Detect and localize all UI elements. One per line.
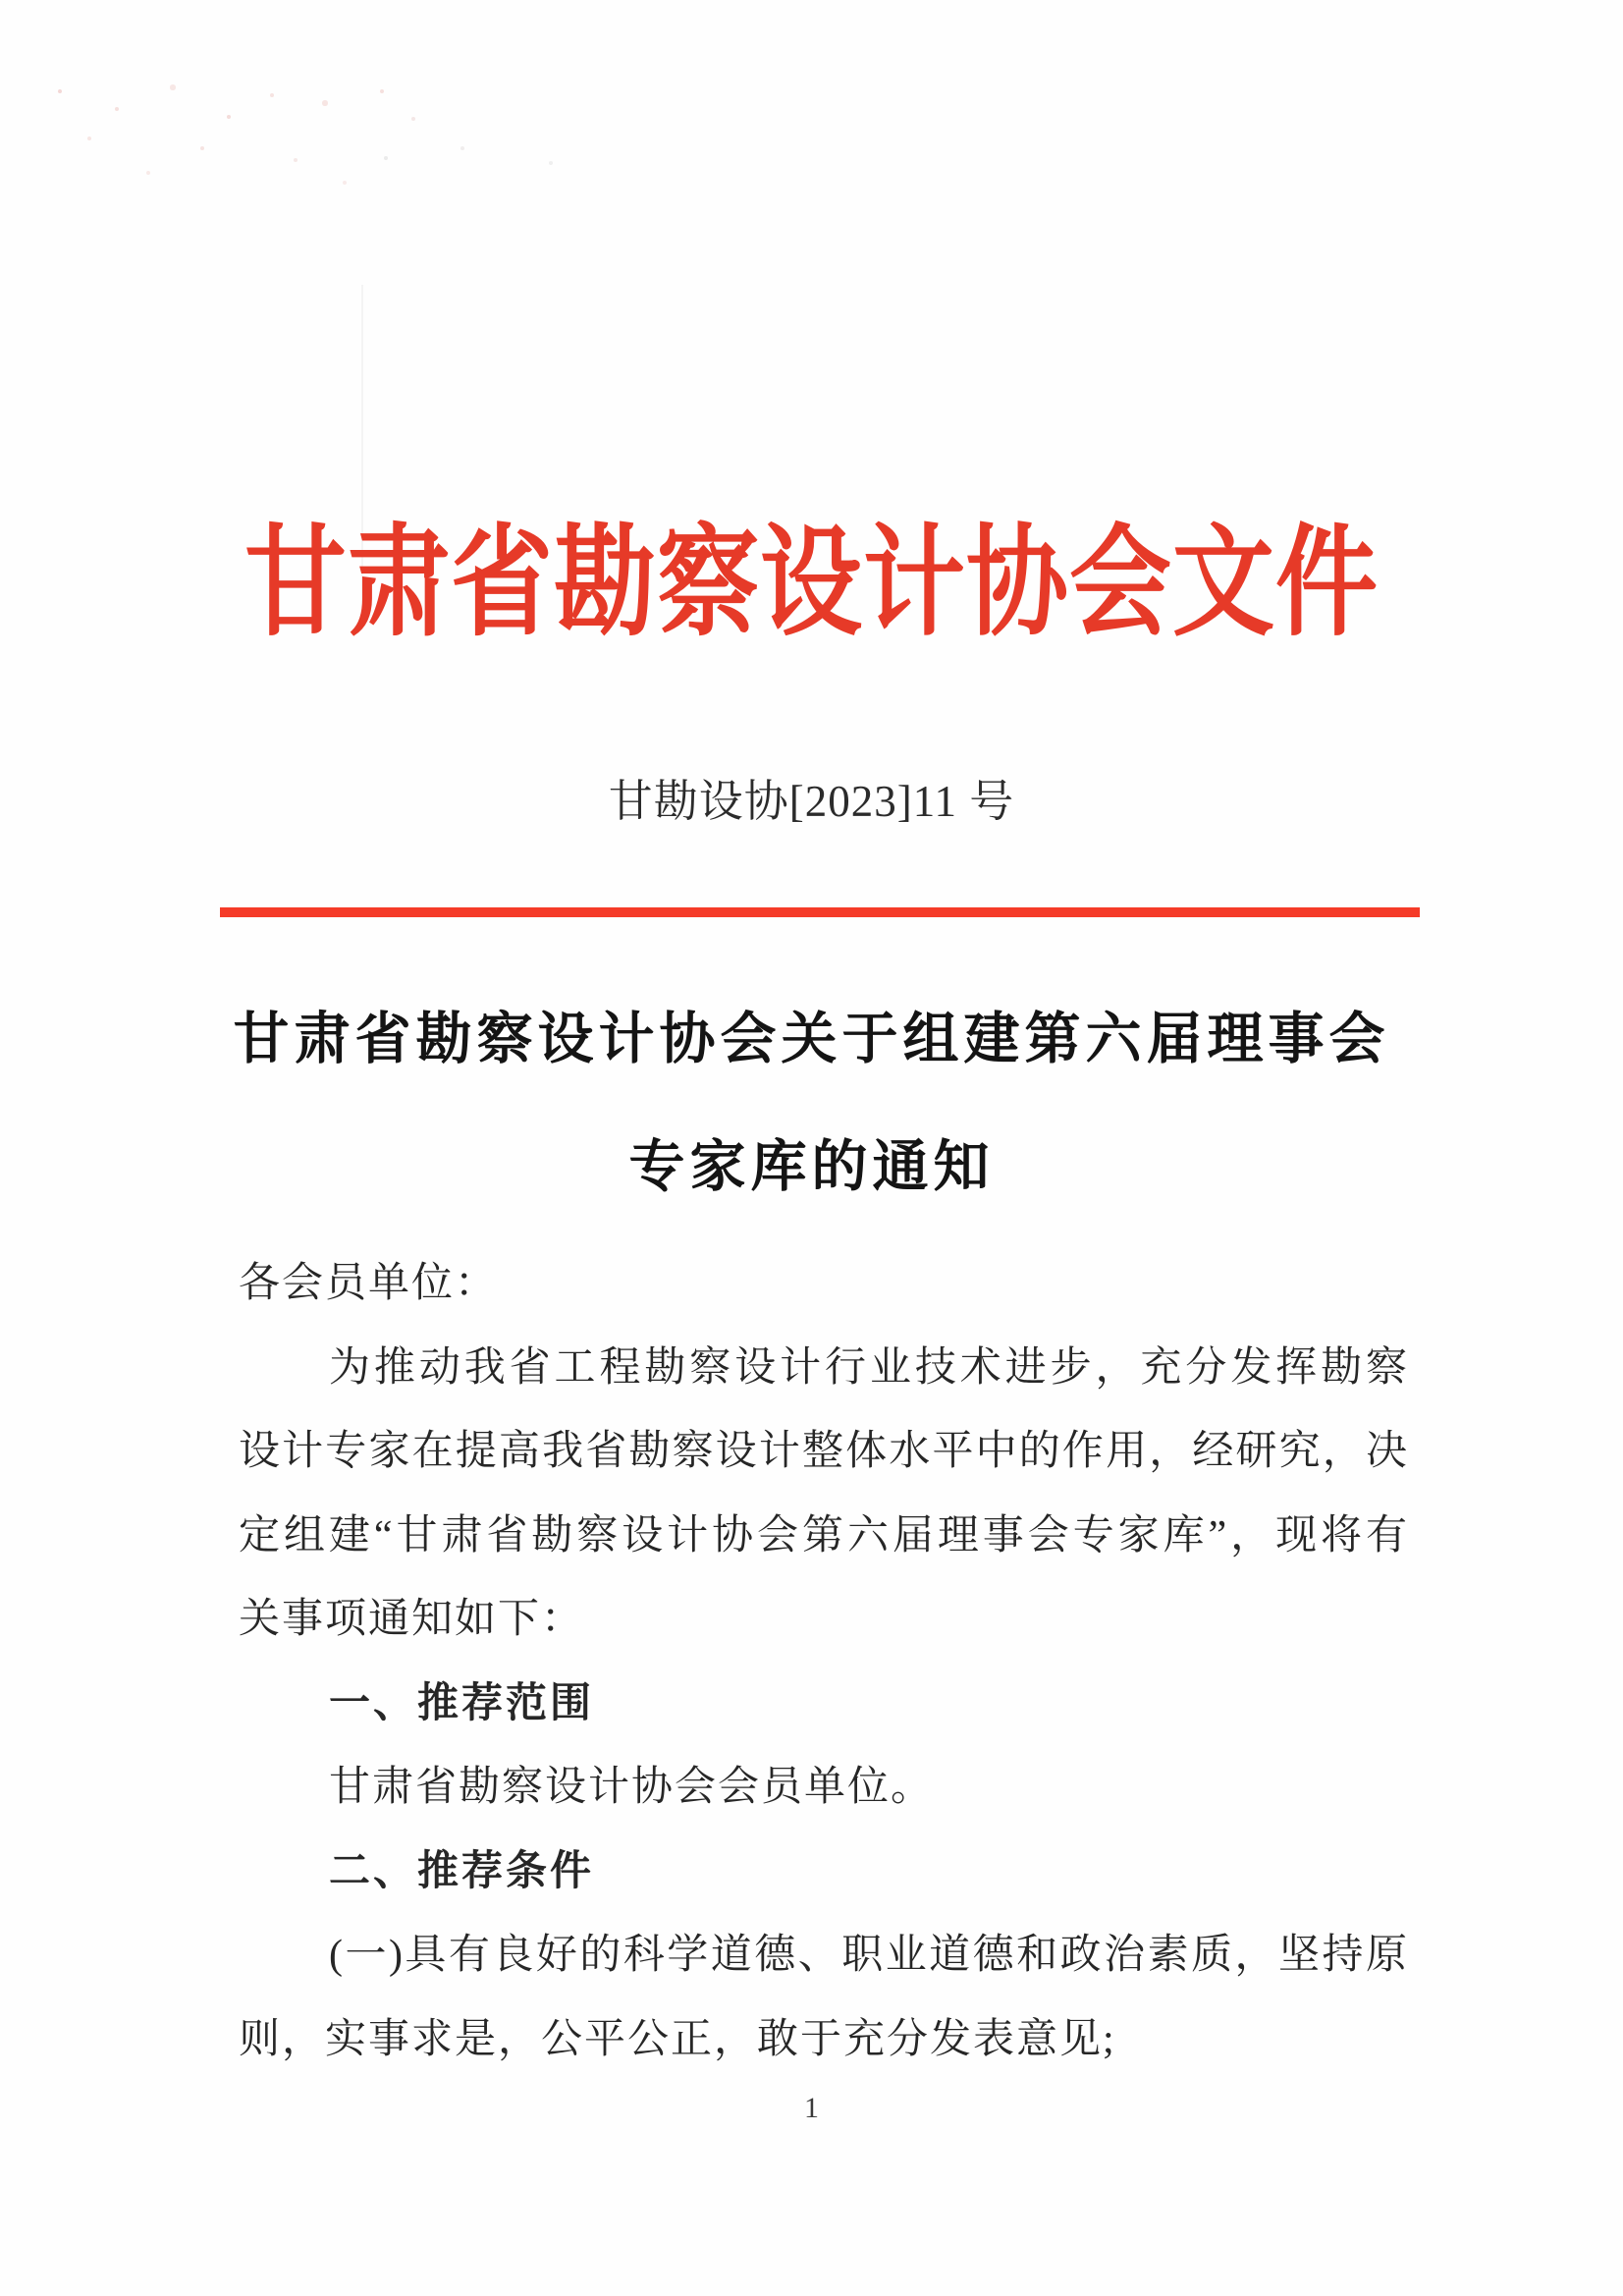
body-heading-section-1: 一、推荐范围 (329, 1680, 595, 1726)
body-line: 定组建“甘肃省勘察设计协会第六届理事会专家库”，现将有 (239, 1512, 1409, 1558)
body-line: 设计专家在提高我省勘察设计整体水平中的作用，经研究，决 (239, 1429, 1409, 1474)
document-number: 甘勘设协[2023]11 号 (608, 777, 1015, 826)
letterhead-title-text: 甘肃省勘察设计协会文件 (243, 517, 1379, 651)
body-heading-section-2: 二、推荐条件 (329, 1848, 595, 1894)
body-line: (一)具有良好的科学道德、职业道德和政治素质，坚持原 (329, 1933, 1409, 1978)
notice-title-line2: 专家库的通知 (628, 1136, 995, 1198)
body-line-salutation: 各会员单位： (239, 1261, 499, 1306)
page-number: 1 (804, 2092, 819, 2124)
red-divider-rule (220, 907, 1420, 917)
letterhead-title (0, 517, 1623, 651)
notice-title-line1: 甘肃省勘察设计协会关于组建第六届理事会 (233, 1009, 1390, 1070)
body-line: 为推动我省工程勘察设计行业技术进步，充分发挥勘察 (329, 1344, 1409, 1391)
body-line: 甘肃省勘察设计协会会员单位。 (329, 1765, 935, 1810)
body-line: 关事项通知如下： (239, 1597, 585, 1642)
notice-title (0, 976, 1623, 1231)
scan-speckle-artifact (0, 0, 2, 2)
notice-body (239, 1242, 1409, 2082)
body-line: 则，实事求是，公平公正，敢于充分发表意见; (239, 2016, 1116, 2062)
